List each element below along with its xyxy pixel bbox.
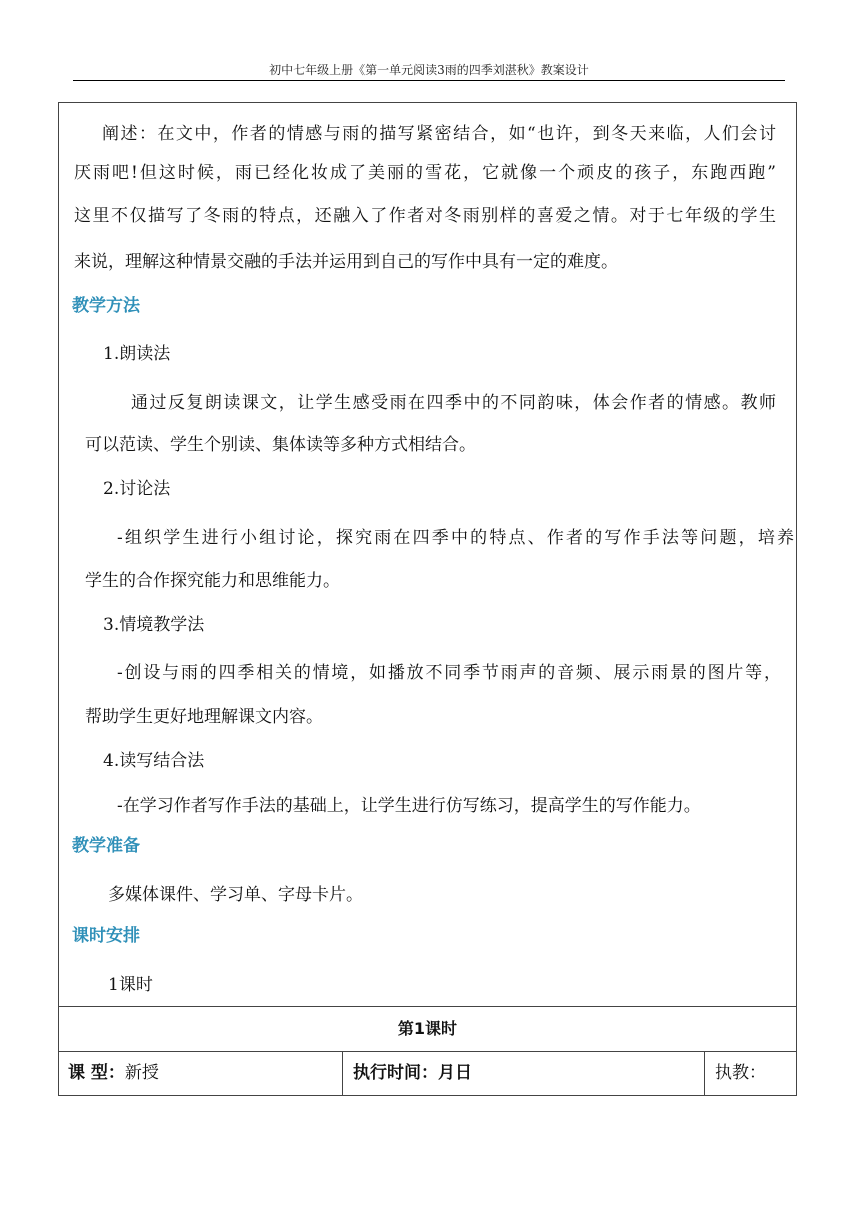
execution-time-cell bbox=[343, 1052, 705, 1095]
methods-heading: 教学方法 bbox=[72, 296, 140, 316]
lesson-plan-table bbox=[58, 102, 797, 1096]
lesson-type-cell bbox=[59, 1052, 343, 1095]
preparation-heading: 教学准备 bbox=[72, 836, 140, 856]
lesson-type-label: 课 型： bbox=[68, 1063, 125, 1083]
lesson-type-value: 新授 bbox=[124, 1063, 159, 1083]
method-1-title: 1.朗读法 bbox=[103, 344, 171, 364]
content-cell bbox=[59, 103, 796, 1007]
analysis-line-4: 来说，理解这种情景交融的手法并运用到自己的写作中具有一定的难度。 bbox=[74, 252, 618, 272]
teacher-label: 执教： bbox=[715, 1063, 766, 1083]
method-1-line-2: 可以范读、学生个别读、集体读等多种方式相结合。 bbox=[85, 435, 476, 455]
session-info-row bbox=[59, 1052, 796, 1095]
page-header: 初中七年级上册《第一单元阅读3雨的四季刘湛秋》教案设计 bbox=[73, 60, 785, 81]
method-4-line-1: -在学习作者写作手法的基础上，让学生进行仿写练习，提高学生的写作能力。 bbox=[117, 796, 701, 816]
session-title: 第1课时 bbox=[59, 1006, 796, 1052]
analysis-line-3: 这里不仅描写了冬雨的特点，还融入了作者对冬雨别样的喜爱之情。对于七年级的学生 bbox=[74, 206, 776, 226]
preparation-text: 多媒体课件、学习单、字母卡片。 bbox=[108, 885, 363, 905]
method-4-title: 4.读写结合法 bbox=[103, 751, 205, 771]
method-2-line-1: -组织学生进行小组讨论，探究雨在四季中的特点、作者的写作手法等问题，培养 bbox=[117, 528, 794, 548]
method-2-line-2: 学生的合作探究能力和思维能力。 bbox=[85, 571, 340, 591]
method-2-title: 2.讨论法 bbox=[103, 479, 171, 499]
method-3-line-2: 帮助学生更好地理解课文内容。 bbox=[85, 707, 323, 727]
analysis-line-1: 阐述：在文中，作者的情感与雨的描写紧密结合，如“也许，到冬天来临，人们会讨 bbox=[102, 124, 776, 144]
method-3-line-1: -创设与雨的四季相关的情境，如播放不同季节雨声的音频、展示雨景的图片等， bbox=[117, 663, 781, 683]
schedule-text: 1课时 bbox=[108, 975, 153, 995]
teacher-cell bbox=[705, 1052, 796, 1095]
schedule-heading: 课时安排 bbox=[72, 926, 140, 946]
method-3-title: 3.情境教学法 bbox=[103, 615, 205, 635]
execution-time-label: 执行时间：月日 bbox=[353, 1063, 472, 1083]
method-1-line-1: 通过反复朗读课文，让学生感受雨在四季中的不同韵味，体会作者的情感。教师 bbox=[131, 393, 776, 413]
analysis-line-2: 厌雨吧!但这时候，雨已经化妆成了美丽的雪花，它就像一个顽皮的孩子，东跑西跑” bbox=[74, 163, 776, 183]
